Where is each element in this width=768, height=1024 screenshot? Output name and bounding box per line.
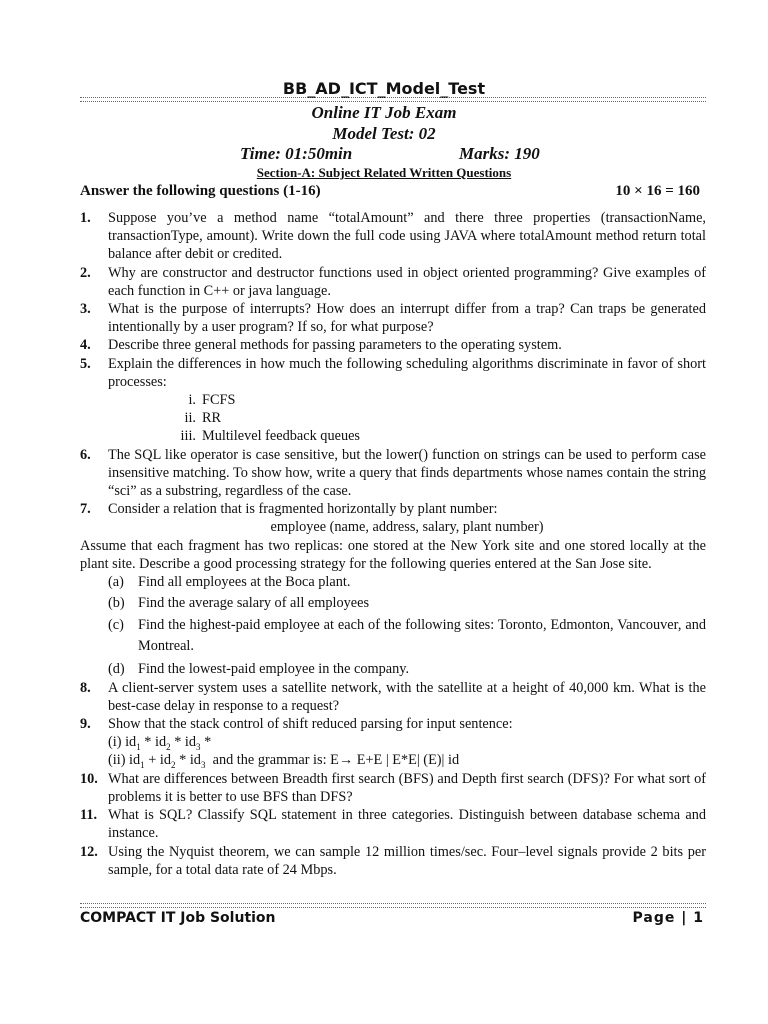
- parse-input-prefix: (ii) id: [108, 752, 141, 769]
- sub-item: [180, 409, 706, 427]
- sub-item-text: RR: [202, 410, 222, 427]
- question-number: 12.: [80, 843, 98, 860]
- sub-item-number: iii.: [180, 428, 196, 445]
- sub-item-text: Find the average salary of all employees: [138, 595, 370, 612]
- question-paragraph: Assume that each fragment has two replicas: one stored at the New York site and one stored locally at the plant site. Describe a good processing strategy for the following queries entered at the San Jose site.: [80, 537, 706, 572]
- question-item: [80, 300, 706, 336]
- question-item: [80, 500, 706, 518]
- sub-item: [180, 391, 706, 409]
- sub-item: [108, 573, 706, 591]
- exam-name: Online IT Job Exam: [311, 103, 457, 122]
- parse-input-line-i: (i) $id_1 * id_2 * id_3$ *: [108, 734, 212, 753]
- question-number: 7.: [80, 501, 91, 518]
- sub-item-text: FCFS: [202, 392, 236, 409]
- sub-item-number: (d): [108, 661, 125, 678]
- question-item: [80, 209, 706, 264]
- exam-marks: Marks: 190: [459, 144, 540, 163]
- model-test-label: Model Test: 02: [332, 124, 436, 143]
- grammar-text: and the grammar is: E→ E+E | E*E| (E)| id: [212, 752, 460, 769]
- question-number: 1.: [80, 210, 91, 226]
- question-text: Using the Nyquist theorem, we can sample 12 million times/sec. Four–level signals provide 2 bits per sample, for a total data rate of 24 Mbps.: [108, 843, 706, 878]
- question-text: Consider a relation that is fragmented horizontally by plant number:: [108, 501, 498, 518]
- sub-item-text: Find all employees at the Boca plant.: [138, 574, 351, 591]
- page-number: Page | 1: [632, 910, 704, 926]
- question-item: [80, 806, 706, 842]
- sub-item-text: Find the lowest-paid employee in the company.: [138, 661, 410, 678]
- sub-item-text: Multilevel feedback queues: [202, 428, 360, 445]
- question-list: [80, 209, 706, 879]
- question-number: 9.: [80, 716, 91, 733]
- question-text: Explain the differences in how much the following scheduling algorithms discriminate in favor of short processes:: [108, 355, 706, 390]
- question-text: What are differences between Breadth first search (BFS) and Depth first search (DFS)? For what sort of problems it is better to use BFS than DFS?: [108, 770, 706, 805]
- question-text: Describe three general methods for passing parameters to the operating system.: [108, 337, 562, 354]
- question-item: [80, 715, 706, 733]
- question-text: Show that the stack control of shift reduced parsing for input sentence:: [108, 716, 513, 733]
- parse-input-line-ii: (ii) $id_1 + id_2 * id_3$ and the grammar is: E→ E+E | E*E| (E)| id: [108, 752, 460, 771]
- question-number: 10.: [80, 770, 98, 787]
- instruction-text: Answer the following questions (1-16): [80, 183, 321, 199]
- exam-time: Time: 01:50min: [240, 144, 353, 163]
- question-item: [80, 679, 706, 715]
- question-item: [80, 355, 706, 391]
- sub-item-number: ii.: [184, 410, 196, 427]
- question-number: 2.: [80, 264, 91, 281]
- sub-item-text: Find the highest-paid employee at each of the following sites: Toronto, Edmonton, Vancouver, and Montreal.: [138, 617, 706, 655]
- section-heading: Section-A: Subject Related Written Questions: [256, 165, 512, 180]
- question-text: Suppose you’ve a method name “totalAmount” and there three properties (transactionName, transactionType, amount). Write down the full code using JAVA where totalAmount method return total balance after debit or credited.: [108, 210, 706, 263]
- question-item: [80, 843, 706, 879]
- sub-list: [80, 573, 706, 679]
- question-number: 6.: [80, 446, 91, 463]
- question-number: 5.: [80, 355, 91, 372]
- score-formula: 10 × 16 = 160: [615, 183, 700, 199]
- question-text: A client-server system uses a satellite network, with the satellite at a height of 40,000 km. What is the best-case delay in response to a request?: [108, 679, 706, 714]
- relation-schema: employee (name, address, salary, plant number): [270, 519, 544, 536]
- footer-brand: COMPACT IT Job Solution: [80, 910, 276, 926]
- question-item: [80, 770, 706, 806]
- question-text: The SQL like operator is case sensitive, but the lower() function on strings can be used to perform case insensitive matching. To show how, write a query that finds departments whose names contain the string “sci” as a substring, regardless of the case.: [108, 446, 706, 500]
- footer-divider: [80, 903, 706, 908]
- question-number: 11.: [80, 807, 98, 824]
- question-text: What is SQL? Classify SQL statement in three categories. Distinguish between database schema and instance.: [108, 807, 706, 842]
- question-item: [80, 446, 706, 501]
- sub-item-number: (a): [108, 574, 124, 591]
- sub-item-number: (b): [108, 595, 125, 612]
- question-number: 4.: [80, 337, 91, 354]
- sub-item-number: (c): [108, 617, 124, 634]
- sub-item: [108, 615, 706, 657]
- header-title: BB_AD_ICT_Model_Test: [282, 79, 486, 98]
- question-number: 8.: [80, 679, 91, 696]
- sub-item: [108, 660, 706, 678]
- question-text: What is the purpose of interrupts? How does an interrupt differ from a trap? Can traps be generated intentionally by a user program? If so, for what purpose?: [108, 301, 706, 336]
- sub-item: [108, 594, 706, 612]
- question-text: Why are constructor and destructor functions used in object oriented programming? Give examples of each function in C++ or java language.: [108, 264, 706, 299]
- question-number: 3.: [80, 301, 91, 318]
- sub-item: [180, 427, 706, 445]
- sub-item-number: i.: [188, 392, 196, 409]
- question-item: [80, 336, 706, 354]
- parse-input-prefix: (i) id: [108, 734, 137, 751]
- question-item: [80, 264, 706, 300]
- header-divider: [80, 97, 706, 102]
